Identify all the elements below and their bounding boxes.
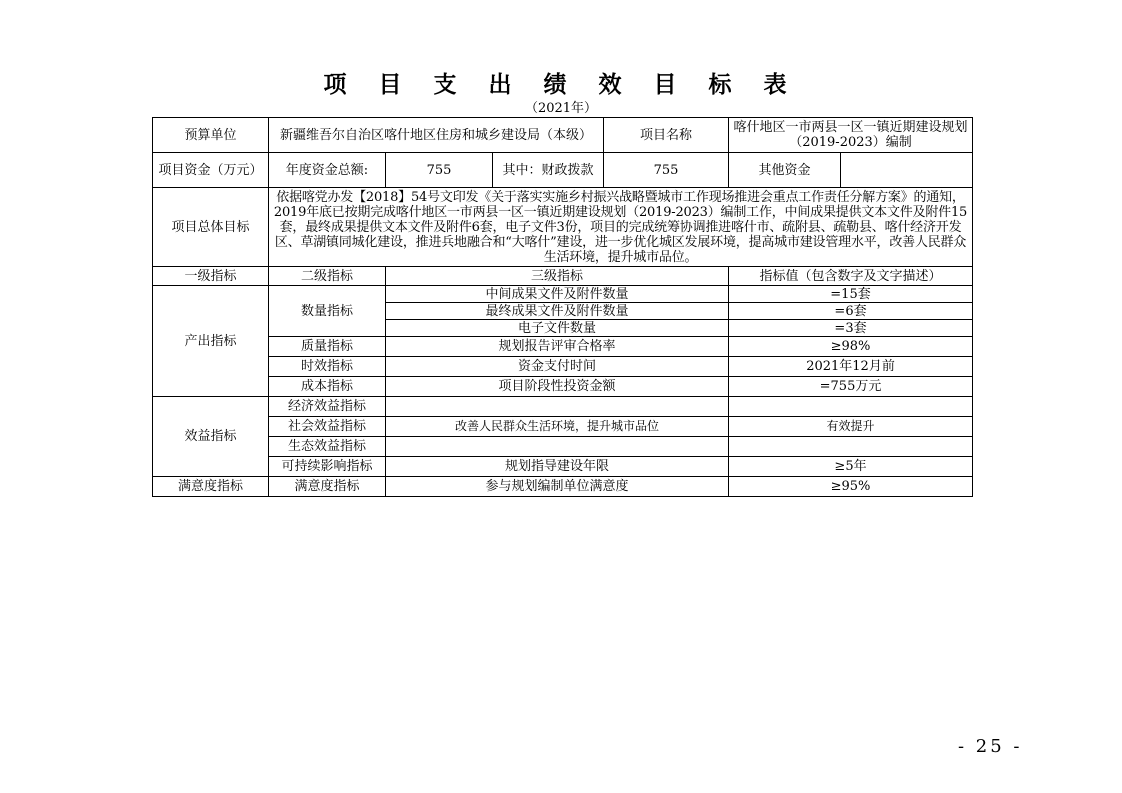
fiscal-label: 其中：财政拨款 <box>493 153 604 188</box>
goal-row <box>153 188 973 267</box>
fiscal-value: 755 <box>604 153 729 188</box>
table-row <box>153 477 973 497</box>
performance-table <box>152 117 973 497</box>
value-cell: 有效提升 <box>729 417 973 437</box>
value-cell: ≥95% <box>729 477 973 497</box>
level2-cell: 满意度指标 <box>269 477 386 497</box>
table-row <box>153 457 973 477</box>
level2-cell: 时效指标 <box>269 357 386 377</box>
level3-cell: 最终成果文件及附件数量 <box>386 303 729 320</box>
level3-cell: 规划指导建设年限 <box>386 457 729 477</box>
value-cell: =15套 <box>729 286 973 303</box>
budget-unit-row <box>153 118 973 153</box>
year-subtitle: （2021年） <box>524 101 598 116</box>
value-cell: 2021年12月前 <box>729 357 973 377</box>
level1-cell: 效益指标 <box>153 397 269 477</box>
level2-cell: 社会效益指标 <box>269 417 386 437</box>
goal-text: 依据喀党办发【2018】54号文印发《关于落实实施乡村振兴战略暨城市工作现场推进会重点工作责任分解方案》的通知，2019年底已按期完成喀什地区一市两县一区一镇近期建设规划（2019-2023）编制工作，中间成果提供文本文件及附件15套，最终成果提供文本文件及附件6套，电子文件3份，项目的完成统筹协调推进喀什市、疏附县、疏勒县、喀什经济开发区、草湖镇同城化建设，推进兵地融合和“大喀什”建设，进一步优化城区发展环境，提高城市建设管理水平，改善人民群众生活环境，提升城市品位。 <box>269 188 973 267</box>
level3-cell: 改善人民群众生活环境，提升城市品位 <box>386 417 729 437</box>
page-title: 项 目 支 出 绩 效 目 标 表 <box>323 71 799 98</box>
header-value: 指标值（包含数字及文字描述） <box>729 267 973 286</box>
funds-row <box>153 153 973 188</box>
level1-cell: 产出指标 <box>153 286 269 397</box>
level1-cell: 满意度指标 <box>153 477 269 497</box>
level3-cell: 参与规划编制单位满意度 <box>386 477 729 497</box>
level2-cell: 数量指标 <box>269 286 386 337</box>
annual-total-value: 755 <box>386 153 493 188</box>
table-row <box>153 417 973 437</box>
level2-cell: 生态效益指标 <box>269 437 386 457</box>
annual-total-label: 年度资金总额: <box>269 153 386 188</box>
level2-cell: 经济效益指标 <box>269 397 386 417</box>
value-cell: ≥5年 <box>729 457 973 477</box>
page-number: - 25 - <box>958 736 1023 757</box>
funds-label: 项目资金（万元） <box>153 153 269 188</box>
level2-cell: 可持续影响指标 <box>269 457 386 477</box>
level3-cell: 资金支付时间 <box>386 357 729 377</box>
table-row <box>153 286 973 303</box>
header-level3: 三级指标 <box>386 267 729 286</box>
header-level1: 一级指标 <box>153 267 269 286</box>
table-row <box>153 337 973 357</box>
level3-cell <box>386 397 729 417</box>
level3-cell: 项目阶段性投资金额 <box>386 377 729 397</box>
level3-cell <box>386 437 729 457</box>
project-name-label: 项目名称 <box>604 118 729 153</box>
header-level2: 二级指标 <box>269 267 386 286</box>
table-row <box>153 397 973 417</box>
table-row <box>153 437 973 457</box>
goal-label: 项目总体目标 <box>153 188 269 267</box>
table-row <box>153 377 973 397</box>
project-name-value: 喀什地区一市两县一区一镇近期建设规划（2019-2023）编制 <box>729 118 973 153</box>
header-row <box>153 267 973 286</box>
value-cell <box>729 397 973 417</box>
table-row <box>153 357 973 377</box>
level2-cell: 质量指标 <box>269 337 386 357</box>
budget-unit-value: 新疆维吾尔自治区喀什地区住房和城乡建设局（本级） <box>269 118 604 153</box>
value-cell: =755万元 <box>729 377 973 397</box>
budget-unit-label: 预算单位 <box>153 118 269 153</box>
other-funds-value <box>841 153 973 188</box>
level2-cell: 成本指标 <box>269 377 386 397</box>
value-cell: =3套 <box>729 320 973 337</box>
value-cell: =6套 <box>729 303 973 320</box>
value-cell <box>729 437 973 457</box>
value-cell: ≥98% <box>729 337 973 357</box>
level3-cell: 电子文件数量 <box>386 320 729 337</box>
other-funds-label: 其他资金 <box>729 153 841 188</box>
level3-cell: 规划报告评审合格率 <box>386 337 729 357</box>
level3-cell: 中间成果文件及附件数量 <box>386 286 729 303</box>
